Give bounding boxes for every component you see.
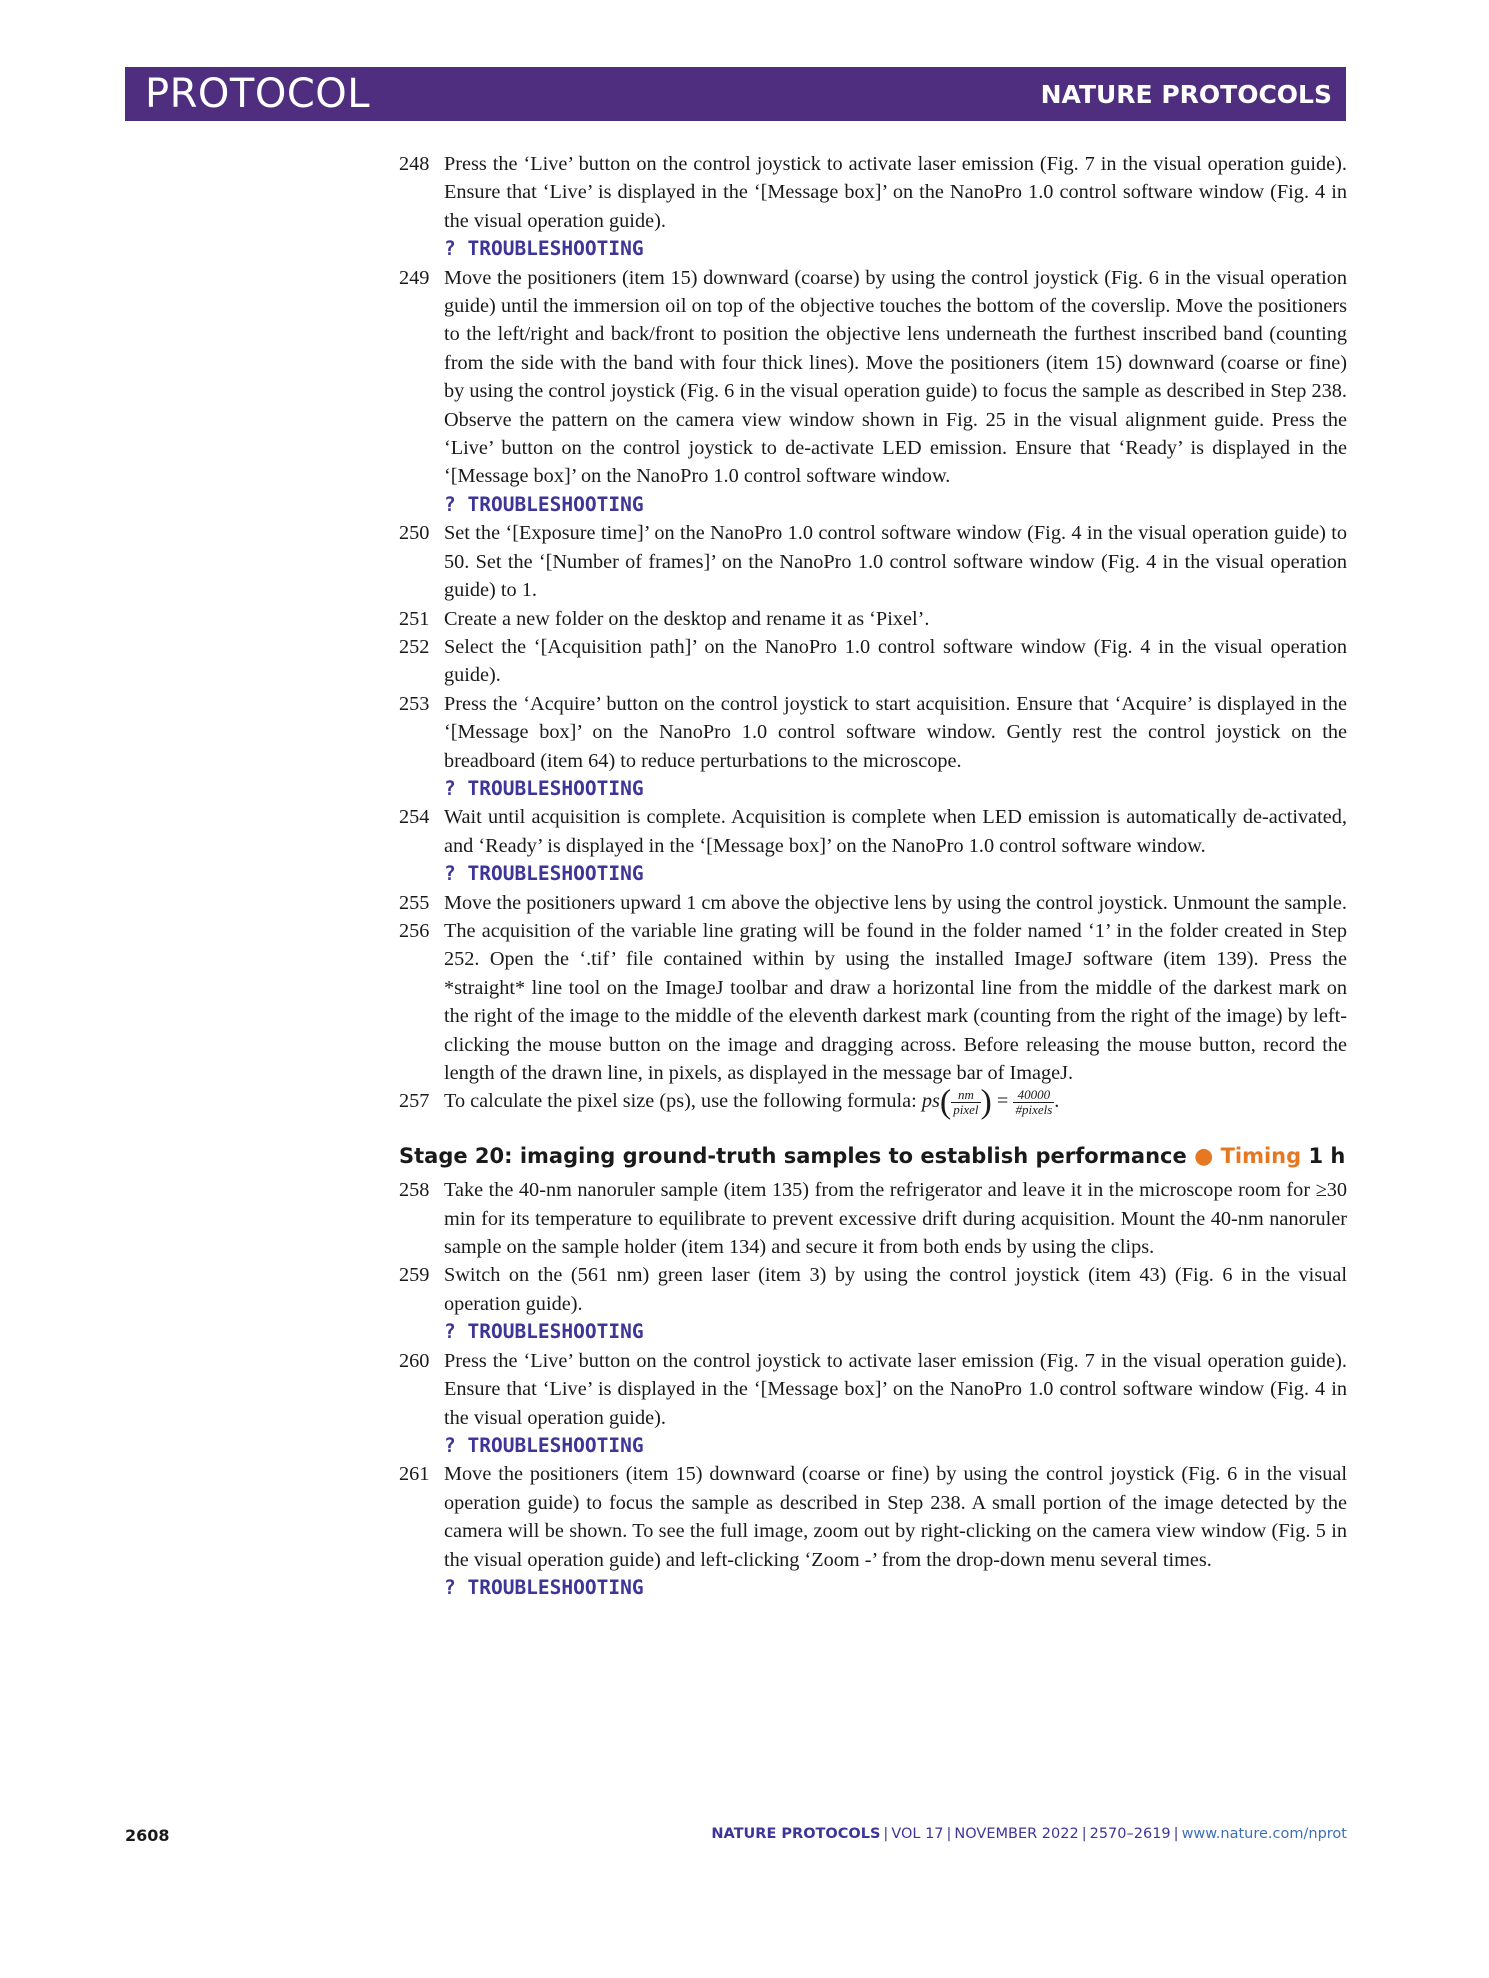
procedure-step	[399, 889, 1347, 917]
timing-label: Timing	[1220, 1144, 1302, 1169]
step-text: Select the ‘[Acquisition path]’ on the NanoPro 1.0 control software window (Fig. 4 in the visual operation guide).	[444, 635, 1347, 687]
step-number: 250	[399, 522, 430, 545]
procedure-step	[399, 1460, 1347, 1602]
troubleshooting-link[interactable]: ? TROUBLESHOOTING	[444, 1320, 644, 1344]
stage-heading	[399, 1141, 1347, 1172]
journal-label: NATURE PROTOCOLS	[1040, 80, 1332, 109]
troubleshooting-link[interactable]: ? TROUBLESHOOTING	[444, 1575, 644, 1599]
step-text: The acquisition of the variable line grating will be found in the folder named ‘1’ in the folder created in Step 252. Open the ‘.tif’ file contained within by using the installed ImageJ software (item 139). Press the *straight* line tool on the ImageJ toolbar and draw a horizontal line from the middle of the darkest mark on the right of the image to the middle of the eleventh darkest mark (counting from the right of the image) by left-clicking the mouse button on the image and dragging across. Before releasing the mouse button, record the length of the drawn line, in pixels, as displayed in the message bar of ImageJ.	[444, 919, 1347, 1084]
formula-value-numerator: 40000	[1013, 1088, 1054, 1103]
step-text: Move the positioners (item 15) downward (coarse) by using the control joystick (Fig. 6 in the visual operation guide) until the immersion oil on top of the objective touches the bottom of the coverslip. Move the positioners to the left/right and back/front to position the objective lens underneath the furthest inscribed band (counting from the side with the band with four thick lines). Move the positioners (item 15) downward (coarse or fine) by using the control joystick (Fig. 6 in the visual operation guide) to focus the sample as described in Step 238. Observe the pattern on the camera view window shown in Fig. 25 in the visual alignment guide. Press the ‘Live’ button on the control joystick to de-activate LED emission. Ensure that ‘Ready’ is displayed in the ‘[Message box]’ on the NanoPro 1.0 control software window.	[444, 266, 1347, 488]
footer-volume: VOL 17	[891, 1826, 944, 1842]
formula-unit-denominator: pixel	[953, 1102, 979, 1118]
troubleshooting-link[interactable]: ? TROUBLESHOOTING	[444, 492, 644, 516]
step-number: 249	[399, 266, 430, 289]
troubleshooting-link[interactable]: ? TROUBLESHOOTING	[444, 862, 644, 886]
formula-value-denominator: #pixels	[1015, 1102, 1053, 1118]
step-text: Wait until acquisition is complete. Acquisition is complete when LED emission is automatically de-activated, and ‘Ready’ is displayed in the ‘[Message box]’ on the NanoPro 1.0 control software window.	[444, 806, 1347, 857]
step-number: 251	[399, 607, 430, 630]
step-text: Switch on the (561 nm) green laser (item 3) by using the control joystick (item 43) (Fig. 6 in the visual operation guide).	[444, 1264, 1347, 1315]
pixel-size-formula: ps( $\frac{nm}{\text{pixel}}$ ) = $\frac{40000}{\text{\#pixels}}$ .	[921, 1083, 1060, 1121]
procedure-step	[399, 150, 1347, 264]
procedure-step	[399, 519, 1347, 604]
footer-citation	[711, 1826, 1347, 1842]
procedure-step	[399, 917, 1347, 1087]
step-text: Move the positioners (item 15) downward (coarse or fine) by using the control joystick (Fig. 6 in the visual operation guide) to focus the sample as described in Step 238. A small portion of the image detected by the camera will be shown. To see the full image, zoom out by right-clicking on the camera view window (Fig. 5 in the visual operation guide) and left-clicking ‘Zoom -’ from the drop-down menu several times.	[444, 1463, 1347, 1571]
formula-value-fraction	[1013, 1088, 1054, 1117]
step-number: 257	[399, 1090, 430, 1113]
step-text: Move the positioners upward 1 cm above the objective lens by using the control joystick. Unmount the sample.	[444, 891, 1347, 914]
footer-separator: |	[883, 1826, 889, 1842]
step-text: Take the 40-nm nanoruler sample (item 135) from the refrigerator and leave it in the microscope room for ≥30 min for its temperature to equilibrate to prevent excessive drift during acquisition. Mount the 40-nm nanoruler sample on the sample holder (item 134) and secure it from both ends by using the clips.	[444, 1179, 1347, 1259]
footer-separator: |	[946, 1826, 952, 1842]
footer-separator: |	[1173, 1826, 1179, 1842]
timing-value: 1 h	[1308, 1144, 1346, 1169]
procedure-step	[399, 1176, 1347, 1261]
formula-ps: ps	[921, 1090, 940, 1113]
steps-list-b	[399, 1176, 1347, 1602]
timing-dot-icon: ●	[1194, 1144, 1214, 1170]
step-text: Create a new folder on the desktop and rename it as ‘Pixel’.	[444, 607, 930, 630]
procedure-step	[399, 605, 1347, 633]
troubleshooting-link[interactable]: ? TROUBLESHOOTING	[444, 237, 644, 261]
step-number: 254	[399, 806, 430, 829]
step-number: 259	[399, 1264, 430, 1287]
step-text: Press the ‘Acquire’ button on the control joystick to start acquisition. Ensure that ‘Acquire’ is displayed in the ‘[Message box]’ on the NanoPro 1.0 control software window. Gently rest the control joystick on the breadboard (item 64) to reduce perturbations to the microscope.	[444, 692, 1347, 772]
footer-pages: 2570–2619	[1089, 1826, 1171, 1842]
procedure-step	[399, 1347, 1347, 1461]
main-content	[399, 150, 1347, 1602]
formula-unit-numerator: nm	[951, 1088, 980, 1103]
footer-url-link[interactable]: www.nature.com/nprot	[1181, 1826, 1347, 1842]
step-number: 255	[399, 891, 430, 914]
footer-date: NOVEMBER 2022	[954, 1826, 1079, 1842]
step-number: 248	[399, 153, 430, 175]
step-number: 256	[399, 919, 430, 942]
formula-equals: =	[996, 1090, 1009, 1113]
troubleshooting-link[interactable]: ? TROUBLESHOOTING	[444, 776, 644, 800]
step-text: Set the ‘[Exposure time]’ on the NanoPro 1.0 control software window (Fig. 4 in the visual operation guide) to 50. Set the ‘[Number of frames]’ on the NanoPro 1.0 control software window (Fig. 4 in the visual operation guide) to 1.	[444, 522, 1347, 602]
step-text: Press the ‘Live’ button on the control joystick to activate laser emission (Fig. 7 in the visual operation guide). Ensure that ‘Live’ is displayed in the ‘[Message box]’ on the NanoPro 1.0 control software window (Fig. 4 in the visual operation guide).	[444, 1349, 1347, 1429]
step-text: Press the ‘Live’ button on the control joystick to activate laser emission (Fig. 7 in the visual operation guide). Ensure that ‘Live’ is displayed in the ‘[Message box]’ on the NanoPro 1.0 control software window (Fig. 4 in the visual operation guide).	[444, 153, 1347, 232]
procedure-step	[399, 633, 1347, 690]
steps-list-a	[399, 150, 1347, 1087]
formula-period: .	[1054, 1090, 1060, 1113]
step-number: 252	[399, 635, 430, 658]
formula-unit-fraction	[951, 1088, 980, 1117]
page-header	[125, 67, 1346, 121]
step-text: To calculate the pixel size (ps), use the following formula:	[444, 1090, 917, 1113]
step-number: 260	[399, 1349, 430, 1372]
step-number: 261	[399, 1463, 430, 1486]
procedure-step	[399, 264, 1347, 520]
procedure-step	[399, 803, 1347, 888]
step-number: 253	[399, 692, 430, 715]
footer-separator: |	[1081, 1826, 1087, 1842]
page-number: 2608	[125, 1826, 170, 1845]
procedure-step	[399, 1261, 1347, 1346]
step-number: 258	[399, 1179, 430, 1202]
stage-title-text: Stage 20: imaging ground-truth samples to establish performance	[399, 1144, 1187, 1169]
section-label: PROTOCOL	[145, 71, 371, 117]
procedure-step	[399, 690, 1347, 804]
troubleshooting-link[interactable]: ? TROUBLESHOOTING	[444, 1433, 644, 1457]
footer-journal-name: NATURE PROTOCOLS	[711, 1826, 881, 1842]
procedure-step	[399, 1083, 1347, 1121]
